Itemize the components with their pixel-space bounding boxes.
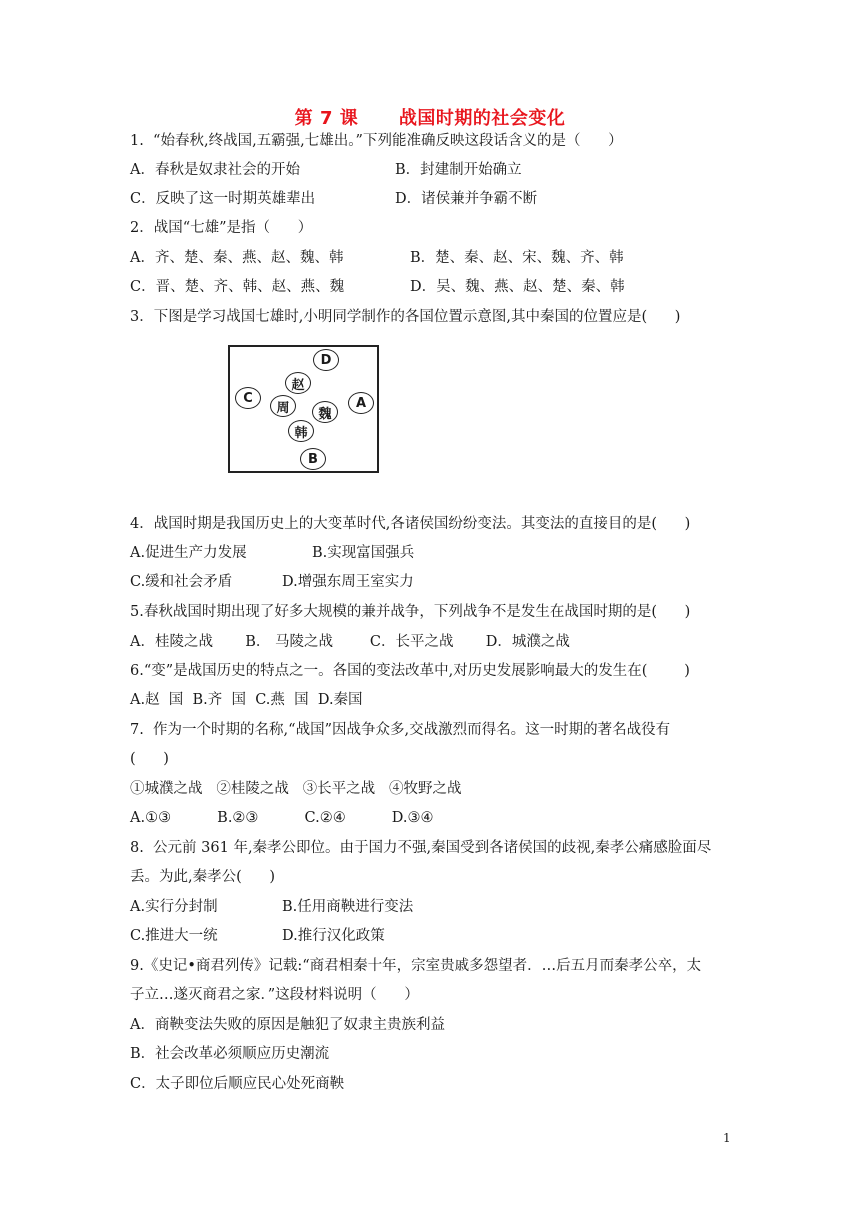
question-9-option-c: C．太子即位后顺应民心处死商鞅: [130, 1076, 345, 1092]
map-label-han: 韩: [288, 420, 314, 442]
question-9-option-b: B．社会改革必须顺应历史潮流: [130, 1046, 330, 1062]
question-3-stem: 3．下图是学习战国七雄时,小明同学制作的各国位置示意图,其中秦国的位置应是( ): [130, 309, 681, 325]
question-2-stem: 2．战国“七雄”是指（ ）: [130, 220, 313, 236]
question-1-option-a: A．春秋是奴隶社会的开始: [130, 162, 300, 178]
question-7-items: ①城濮之战 ②桂陵之战 ③长平之战 ④牧野之战: [130, 781, 462, 797]
question-2-option-d: D．吴、魏、燕、赵、楚、秦、韩: [410, 279, 625, 295]
map-label-zhao: 赵: [285, 372, 311, 394]
question-8-option-c: C.推进大一统: [130, 928, 218, 944]
map-label-wei: 魏: [312, 401, 338, 423]
question-4-stem: 4．战国时期是我国历史上的大变革时代,各诸侯国纷纷变法。其变法的直接目的是( ): [130, 516, 691, 532]
question-5-options: A．桂陵之战 B． 马陵之战 C．长平之战 D．城濮之战: [130, 634, 570, 650]
question-8-option-a: A.实行分封制: [130, 899, 218, 915]
map-label-b: B: [300, 448, 326, 470]
map-label-c: C: [235, 387, 261, 409]
question-9-stem-cont: 子立…遂灭商君之家．”这段材料说明（ ）: [130, 987, 419, 1003]
question-2-option-b: B．楚、秦、赵、宋、魏、齐、韩: [410, 250, 624, 266]
question-5-stem: 5.春秋战国时期出现了好多大规模的兼并战争，下列战争不是发生在战国时期的是( ): [130, 604, 691, 620]
question-7-options: A.①③ B.②③ C.②④ D.③④: [130, 810, 434, 826]
question-4-option-a: A.促进生产力发展: [130, 545, 247, 561]
question-2-option-a: A．齐、楚、秦、燕、赵、魏、韩: [130, 250, 344, 266]
states-position-map: [228, 345, 379, 473]
page-number: 1: [723, 1131, 731, 1145]
question-7-stem: 7. 作为一个时期的名称,“战国”因战争众多,交战激烈而得名。这一时期的著名战役有: [130, 722, 671, 738]
question-1-option-d: D．诸侯兼并争霸不断: [395, 191, 538, 207]
map-label-d: D: [313, 349, 339, 371]
question-4-option-b: B.实现富国强兵: [312, 545, 415, 561]
question-1-option-b: B．封建制开始确立: [395, 162, 522, 178]
question-1-option-c: C．反映了这一时期英雄辈出: [130, 191, 316, 207]
lesson-title: 第 7 课 战国时期的社会变化: [294, 108, 566, 129]
map-label-a: A: [348, 392, 374, 414]
map-label-zhou: 周: [270, 395, 296, 417]
question-6-options: A.赵 国 B.齐 国 C.燕 国 D.秦国: [130, 692, 363, 708]
question-1-stem: 1. “始春秋,终战国,五霸强,七雄出。”下列能准确反映这段话含义的是（ ）: [130, 133, 623, 149]
question-9-option-a: A．商鞅变法失败的原因是触犯了奴隶主贵族利益: [130, 1017, 445, 1033]
question-2-option-c: C．晋、楚、齐、韩、赵、燕、魏: [130, 279, 345, 295]
question-8-stem-cont: 丢。为此,秦孝公( ): [130, 869, 276, 885]
question-4-option-d: D.增强东周王室实力: [282, 574, 414, 590]
question-8-stem: 8. 公元前 361 年,秦孝公即位。由于国力不强,秦国受到各诸侯国的歧视,秦孝公痛感脸面尽: [130, 840, 712, 856]
question-9-stem: 9.《史记•商君列传》记载:“商君相秦十年，宗室贵戚多怨望者．…后五月而秦孝公卒，太: [130, 958, 702, 974]
question-8-option-d: D.推行汉化政策: [282, 928, 385, 944]
question-6-stem: 6.“变”是战国历史的特点之一。各国的变法改革中,对历史发展影响最大的发生在( ): [130, 663, 690, 679]
question-4-option-c: C.缓和社会矛盾: [130, 574, 233, 590]
question-7-paren: ( ): [130, 751, 169, 767]
question-8-option-b: B.任用商鞅进行变法: [282, 899, 414, 915]
